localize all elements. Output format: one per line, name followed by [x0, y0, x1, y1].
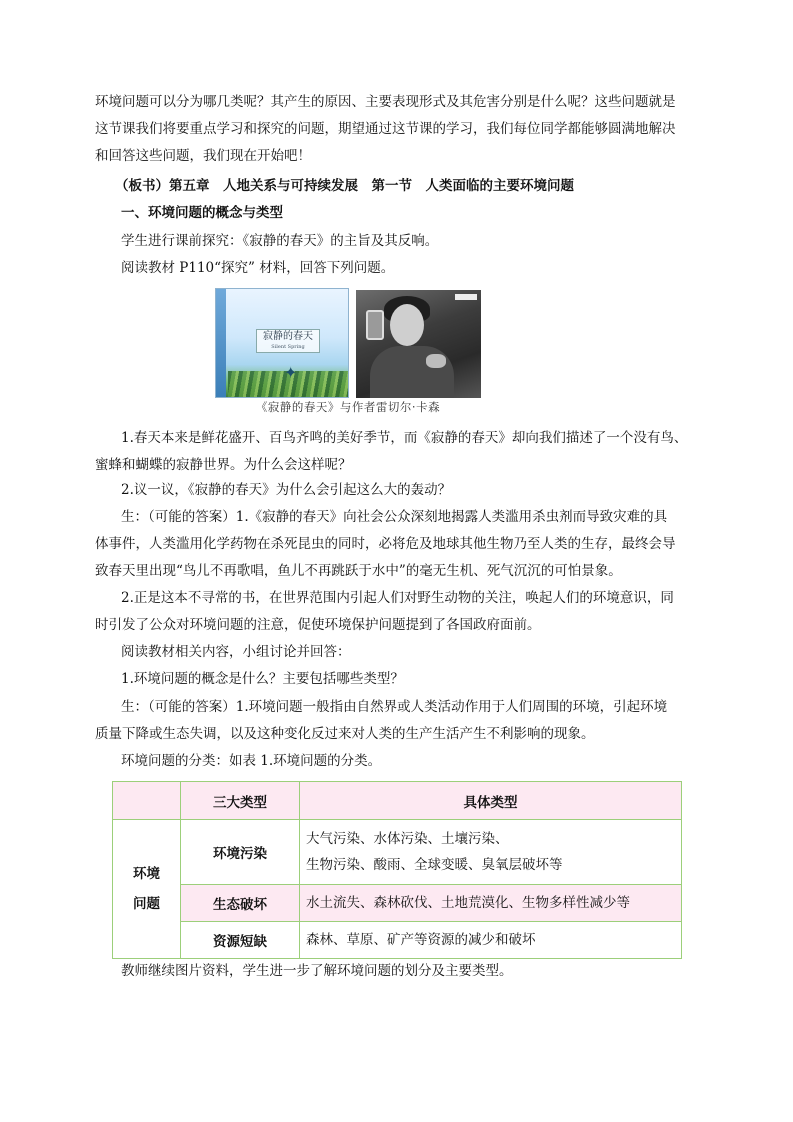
answer-1-line-1: 生：（可能的答案）1.《寂静的春天》向社会公众深刻地揭露人类滥用杀虫剂而导致灾难的具 — [121, 509, 668, 525]
table-row — [113, 885, 682, 922]
question-2: 2.议一议，《寂静的春天》为什么会引起这么大的轰动？ — [121, 482, 452, 498]
table-detail-line: 大气污染、水体污染、土壤污染、 — [306, 831, 509, 847]
paragraph-intro-line-1: 环境问题可以分为哪几类呢？其产生的原因、主要表现形式及其危害分别是什么呢？这些问题就是 — [95, 94, 676, 110]
paragraph-intro-line-3: 和回答这些问题，我们现在开始吧！ — [95, 148, 311, 164]
answer-1-line-2: 体事件，人类滥用化学药物在杀死昆虫的同时，必将危及地球其他生物乃至人类的生存，最终会导 — [95, 536, 676, 552]
author-photo — [356, 290, 481, 398]
table-category-cell: 环境污染 — [181, 820, 300, 885]
question-3: 1.环境问题的概念是什么？主要包括哪些类型？ — [121, 671, 404, 687]
table-row — [113, 820, 682, 885]
book-subtitle: Silent Spring — [271, 344, 305, 350]
question-1-line-2: 蜜蜂和蝴蝶的寂静世界。为什么会这样呢？ — [95, 457, 352, 473]
table-row — [113, 922, 682, 959]
answer-2-line-1: 2.正是这本不寻常的书，在世界范围内引起人们对野生动物的关注，唤起人们的环境意识，同 — [121, 590, 674, 606]
book-spine — [216, 289, 226, 397]
bird-icon: ✦ — [284, 363, 298, 382]
photo-jar-shape — [366, 310, 384, 340]
photo-tag-shape — [455, 294, 477, 300]
book-title: 寂静的春天 — [263, 331, 313, 342]
table-detail-cell: 森林、草原、矿产等资源的减少和破坏 — [300, 922, 682, 959]
paragraph-intro-line-2: 这节课我们将要重点学习和探究的问题，期望通过这节课的学习，我们每位同学都能够圆满地解决 — [95, 121, 676, 137]
table-group-label-1: 环境 — [133, 866, 160, 882]
answer-2-line-2: 时引发了公众对环境问题的注意，促使环境保护问题提到了各国政府面前。 — [95, 617, 541, 633]
table-category-cell: 生态破坏 — [181, 885, 300, 922]
photo-hand-shape — [426, 354, 446, 368]
answer-1-line-3: 致春天里出现“鸟儿不再歌唱，鱼儿不再跳跃于水中”的毫无生机、死气沉沉的可怕景象。 — [95, 563, 622, 579]
section-heading: 一、环境问题的概念与类型 — [121, 205, 283, 221]
read-instruction: 阅读教材 P110“探究” 材料，回答下列问题。 — [121, 260, 395, 276]
teacher-paragraph: 教师继续图片资料，学生进一步了解环境问题的划分及主要类型。 — [121, 963, 513, 979]
table-group-label-2: 问题 — [133, 896, 160, 912]
answer-3-line-2: 质量下降或生态失调，以及这种变化反过来对人类的生产生活产生不利影响的现象。 — [95, 726, 595, 742]
read-discuss-instruction: 阅读教材相关内容，小组讨论并回答： — [121, 644, 351, 660]
table-detail-cell — [300, 820, 682, 885]
book-title-box — [256, 329, 320, 353]
table-header-row — [113, 782, 682, 820]
answer-3-line-1: 生：（可能的答案）1.环境问题一般指由自然界或人类活动作用于人们周围的环境，引起环境 — [121, 699, 668, 715]
environment-problem-table — [112, 781, 682, 959]
table-header-detail: 具体类型 — [300, 782, 682, 820]
table-category-cell: 资源短缺 — [181, 922, 300, 959]
table-header-empty — [113, 782, 181, 820]
classification-intro: 环境问题的分类：如表 1.环境问题的分类。 — [121, 753, 382, 769]
book-cover-image — [215, 288, 349, 398]
question-1-line-1: 1.春天本来是鲜花盛开、百鸟齐鸣的美好季节，而《寂静的春天》却向我们描述了一个没有鸟、 — [121, 430, 688, 446]
table-detail-line: 生物污染、酸雨、全球变暖、臭氧层破坏等 — [306, 857, 563, 873]
board-heading: （板书）第五章 人地关系与可持续发展 第一节 人类面临的主要环境问题 — [115, 178, 574, 194]
book-and-author-figure — [215, 286, 515, 414]
explore-paragraph: 学生进行课前探究：《寂静的春天》的主旨及其反响。 — [121, 233, 439, 249]
table-detail-cell: 水土流失、森林砍伐、土地荒漠化、生物多样性减少等 — [300, 885, 682, 922]
photo-face-shape — [390, 304, 424, 346]
table-header-major: 三大类型 — [181, 782, 300, 820]
figure-caption: 《寂静的春天》与作者雷切尔·卡森 — [255, 400, 441, 414]
table-group-cell — [113, 820, 181, 959]
